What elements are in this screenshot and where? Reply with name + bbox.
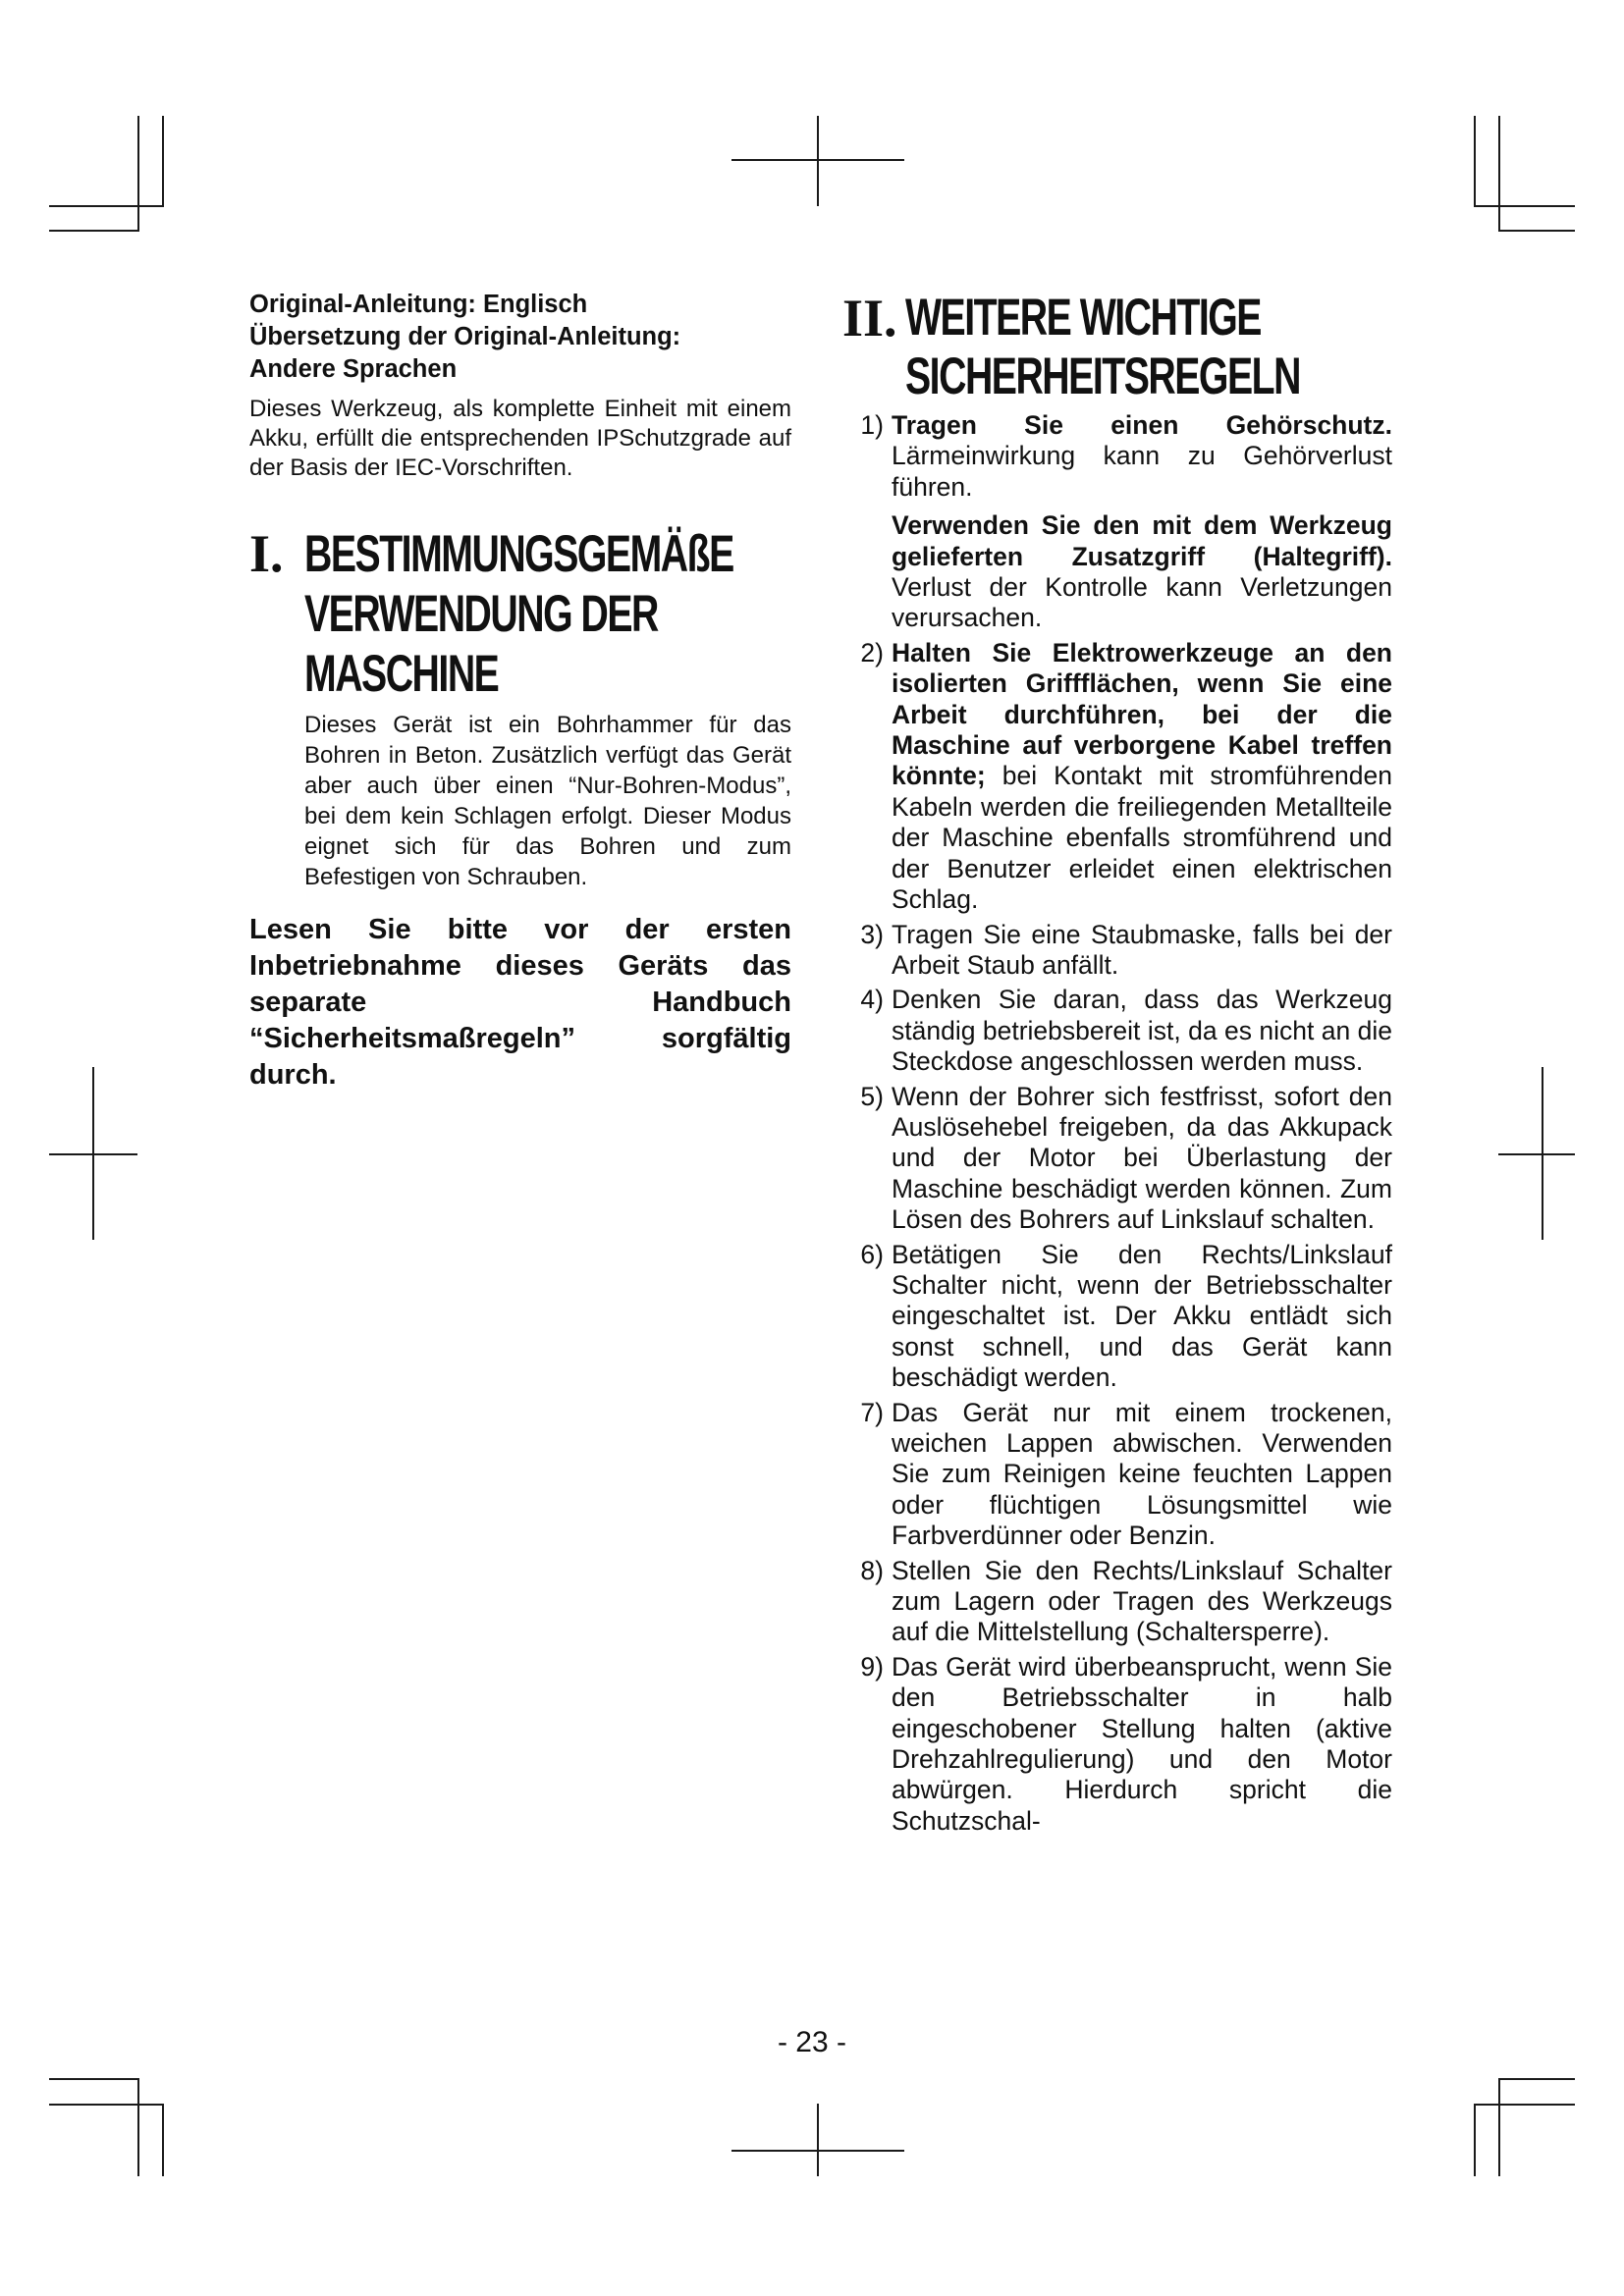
safety-rule [842, 1398, 1392, 1552]
crop-mark-line [137, 2078, 139, 2176]
crop-mark-line [49, 2078, 139, 2080]
rule-number: 4) [860, 985, 884, 1015]
registration-mark-line [49, 1153, 137, 1155]
crop-mark-line [162, 116, 164, 206]
section-1-title-line: VERWENDUNG DER [304, 585, 658, 643]
rule-text: Das Gerät wird überbeansprucht, wenn Sie den Betriebsschalter in halb eingeschobener Stellung halten (aktive Drehzahlregulierung) und den Motor abwürgen. Hierdurch spricht die Schutzschal- [892, 1651, 1392, 1836]
page-number: - 23 - [777, 2026, 847, 2058]
rule-number: 2) [860, 637, 884, 667]
rule-text: Lärmeinwirkung kann zu Gehörverlust führen. [892, 441, 1392, 502]
crop-mark-line [1498, 2078, 1500, 2176]
section-2-number: II. [842, 289, 897, 347]
safety-rule [842, 1240, 1392, 1394]
crop-mark-line [1474, 116, 1476, 206]
translation-note: Übersetzung der Original-Anleitung: [249, 323, 681, 350]
registration-mark-line [1498, 1153, 1575, 1155]
rule-text: Tragen Sie eine Staubmaske, falls bei der Arbeit Staub anfällt. [892, 919, 1392, 980]
rule-number: 8) [860, 1555, 884, 1585]
safety-rule [842, 410, 1392, 634]
section-2-title-line: SICHERHEITSREGELN [905, 347, 1300, 405]
rule-number: 1) [860, 410, 884, 440]
safety-rules-list [842, 410, 1392, 1837]
safety-rule [842, 1556, 1392, 1648]
safety-rule [842, 638, 1392, 916]
rule-number: 5) [860, 1081, 884, 1111]
registration-mark-line [817, 116, 819, 206]
section-1-title-line: BESTIMMUNGSGEMÄßE [304, 525, 733, 583]
rule-text: Betätigen Sie den Rechts/Linkslauf Schalter nicht, wenn der Betriebsschalter eingeschaltet ist. Der Akku entlädt sich sonst schnell, und das Gerät kann beschädigt werden. [892, 1239, 1392, 1393]
crop-mark-line [1498, 2078, 1575, 2080]
rule-number: 6) [860, 1239, 884, 1269]
crop-mark-line [1474, 2104, 1575, 2106]
intended-use-text: Dieses Gerät ist ein Bohrhammer für das Bohren in Beton. Zusätzlich verfügt das Gerät aber auch über einen “Nur-Bohren-Modus”, bei dem kein Schlagen erfolgt. Dieser Modus eignet sich für das Bohren und zum Befestigen von Schrauben. [304, 712, 791, 890]
section-1-number: I. [249, 524, 284, 583]
rule-emphasis: Verwenden Sie den mit dem Werkzeug gelieferten Zusatzgriff (Haltegriff). [892, 510, 1392, 571]
rule-text: Stellen Sie den Rechts/Linkslauf Schalter zum Lagern oder Tragen des Werkzeugs auf die Mittelstellung (Schaltersperre). [892, 1555, 1392, 1647]
rule-text: bei Kontakt mit stromführenden Kabeln werden die freiliegenden Metallteile der Maschine ebenfalls stromführend und der Benutzer erleidet einen elektrischen Schlag. [892, 761, 1392, 915]
registration-mark-line [731, 2150, 904, 2152]
safety-rule [842, 1082, 1392, 1236]
crop-mark-line [1498, 116, 1500, 232]
rule-number: 3) [860, 919, 884, 949]
crop-mark-line [1474, 205, 1575, 207]
crop-mark-line [137, 116, 139, 232]
manual-warning: Lesen Sie bitte vor der ersten Inbetriebnahme dieses Geräts das separate Handbuch “Sicherheitsmaßregeln” sorgfältig durch. [249, 914, 791, 1091]
section-2-heading [842, 289, 1392, 406]
section-1-title-line: MASCHINE [304, 645, 499, 703]
crop-mark-line [49, 205, 164, 207]
section-1-heading [249, 524, 791, 704]
safety-rule [842, 985, 1392, 1077]
rule-emphasis: Tragen Sie einen Gehörschutz. [892, 410, 1392, 440]
right-column [842, 289, 1392, 1841]
crop-mark-line [1498, 230, 1575, 232]
safety-rule [842, 1652, 1392, 1837]
registration-mark-line [817, 2104, 819, 2176]
other-languages-note: Andere Sprachen [249, 355, 458, 383]
rule-text: Denken Sie daran, dass das Werkzeug ständig betriebsbereit ist, da es nicht an die Steckdose angeschlossen werden muss. [892, 985, 1392, 1077]
crop-mark-line [162, 2104, 164, 2176]
rule-text: Verlust der Kontrolle kann Verletzungen verursachen. [892, 572, 1392, 633]
safety-rule [842, 920, 1392, 982]
original-language-note: Original-Anleitung: Englisch [249, 291, 588, 318]
rule-text: Wenn der Bohrer sich festfrisst, sofort den Auslösehebel freigeben, da das Akkupack und der Motor bei Überlastung der Maschine beschädigt werden können. Zum Lösen des Bohrers auf Linkslauf schalten. [892, 1081, 1392, 1235]
rule-number: 9) [860, 1651, 884, 1682]
crop-mark-line [49, 2104, 164, 2106]
protection-class-intro: Dieses Werkzeug, als komplette Einheit mit einem Akku, erfüllt die entsprechenden IPSchutzgrade auf der Basis der IEC-Vorschriften. [249, 396, 791, 481]
crop-mark-line [49, 230, 139, 232]
left-column [249, 289, 791, 1094]
crop-mark-line [1474, 2104, 1476, 2176]
section-2-title-line: WEITERE WICHTIGE [905, 289, 1261, 347]
rule-emphasis: Halten Sie Elektrowerkzeuge an den isolierten Griffflächen, wenn Sie eine Arbeit durchführen, bei der die Maschine auf verborgene Kabel treffen könnte; [892, 637, 1392, 791]
rule-number: 7) [860, 1397, 884, 1427]
registration-mark-line [731, 159, 904, 161]
rule-text: Das Gerät nur mit einem trockenen, weichen Lappen abwischen. Verwenden Sie zum Reinigen keine feuchten Lappen oder flüchtigen Lösungsmittel wie Farbverdünner oder Benzin. [892, 1397, 1392, 1551]
